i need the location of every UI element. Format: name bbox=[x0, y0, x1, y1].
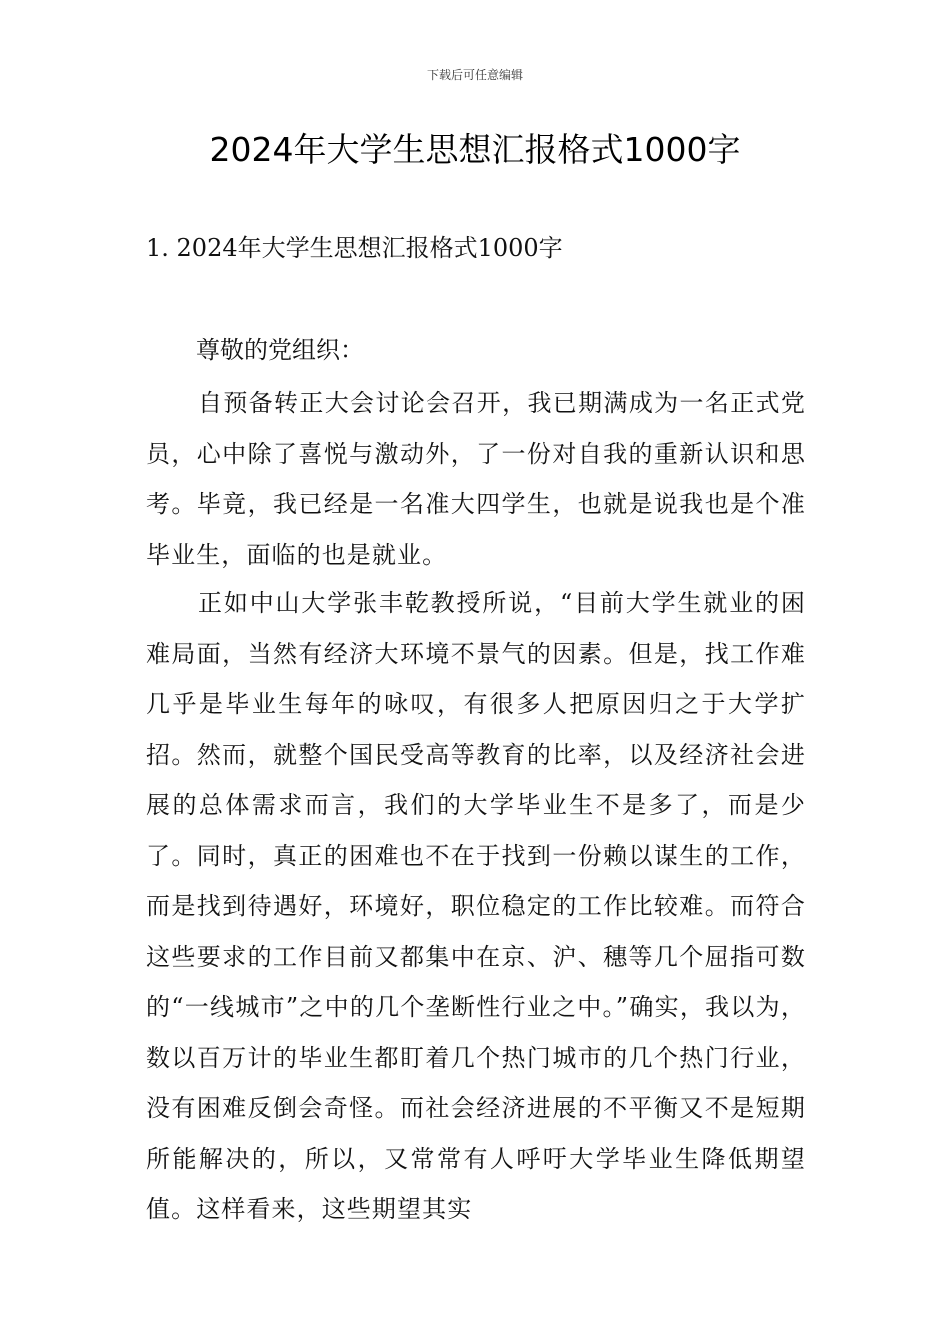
body-paragraph-2: 正如中山大学张丰乾教授所说，“目前大学生就业的困难局面，当然有经济大环境不景气的因素。但是，找工作难几乎是毕业生每年的咏叹，有很多人把原因归之于大学扩招。然而，就整个国民受高等教育的比率，以及经济社会进展的总体需求而言，我们的大学毕业生不是多了，而是少了。同时，真正的困难也不在于找到一份赖以谋生的工作，而是找到待遇好，环境好，职位稳定的工作比较难。而符合这些要求的工作目前又都集中在京、沪、穗等几个屈指可数的“一线城市”之中的几个垄断性行业之中。”确实，我以为，数以百万计的毕业生都盯着几个热门城市的几个热门行业，没有困难反倒会奇怪。而社会经济进展的不平衡又不是短期所能解决的，所以，又常常有人呼吁大学毕业生降低期望值。这样看来，这些期望其实 bbox=[146, 589, 806, 1223]
document-title: 2024年大学生思想汇报格式1000字 bbox=[209, 130, 741, 169]
body-paragraph-1: 自预备转正大会讨论会召开，我已期满成为一名正式党员，心中除了喜悦与激动外，了一份对自我的重新认识和思考。毕竟，我已经是一名准大四学生，也就是说我也是个准毕业生，面临的也是就业。 bbox=[146, 389, 806, 569]
section-heading: 1. 2024年大学生思想汇报格式1000字 bbox=[146, 234, 563, 262]
salutation: 尊敬的党组织： bbox=[196, 336, 364, 364]
header-note: 下载后可任意编辑 bbox=[426, 68, 523, 82]
